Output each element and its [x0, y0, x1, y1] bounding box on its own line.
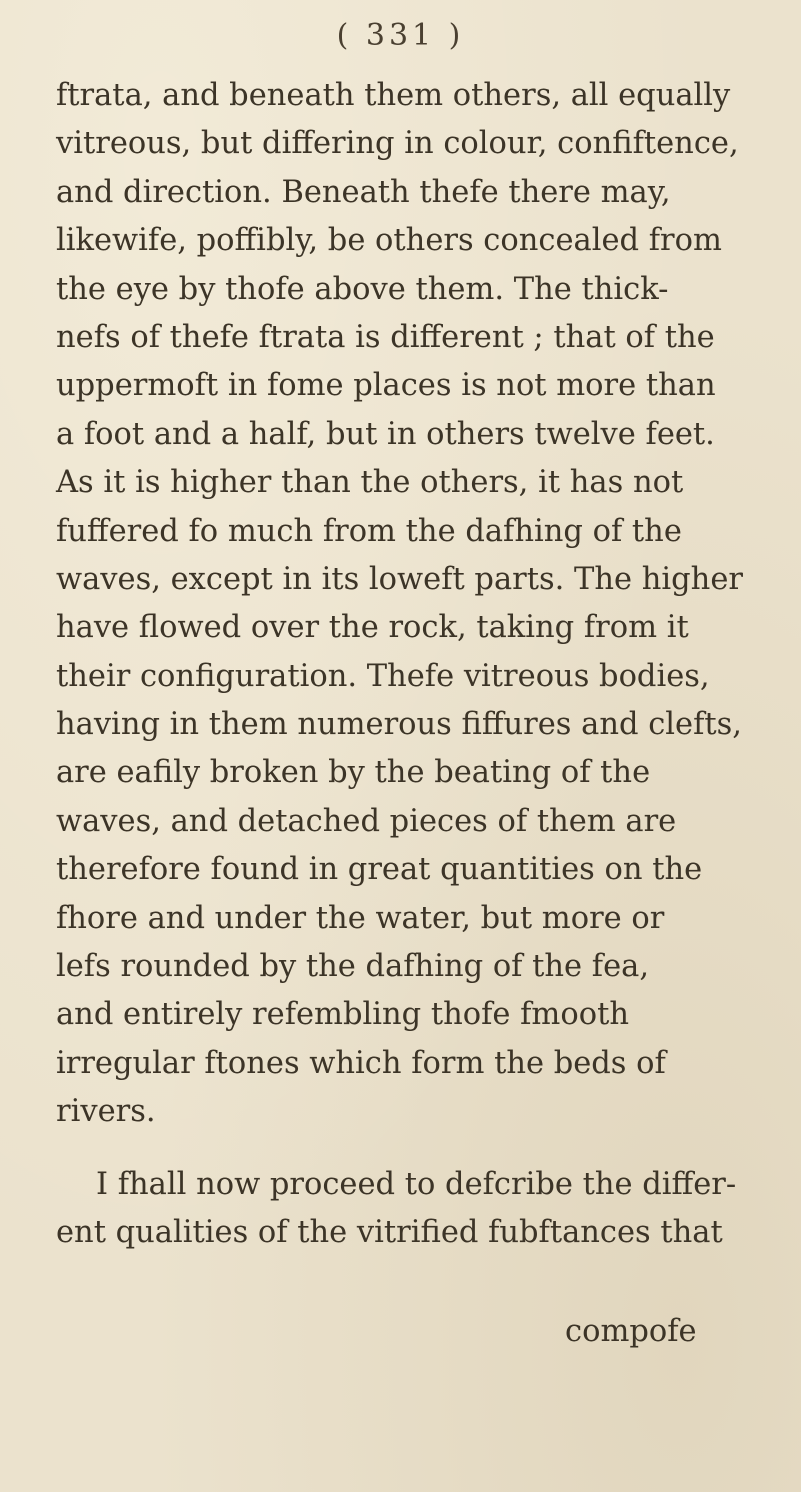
text-line: fuffered fo much from the dafhing of the: [56, 513, 682, 549]
text-line: and direction. Beneath thefe there may,: [56, 174, 671, 210]
text-line: a foot and a half, but in others twelve feet.: [56, 416, 715, 452]
text-line: nefs of thefe ftrata is different ; that of the: [56, 319, 715, 355]
text-line: the eye by thofe above them. The thick-: [56, 271, 669, 307]
paragraph: [56, 1161, 786, 1258]
text-line: uppermoft in fome places is not more than: [56, 368, 716, 404]
text-line: waves, except in its loweft parts. The higher: [56, 561, 743, 597]
text-line: their configuration. Thefe vitreous bodies,: [56, 658, 710, 694]
paragraph-gap: [56, 1137, 786, 1161]
body-text: [56, 72, 786, 1257]
page-number-header: ( 331 ): [336, 18, 465, 53]
text-line: waves, and detached pieces of them are: [56, 803, 677, 839]
text-line: rivers.: [56, 1094, 156, 1130]
text-line: As it is higher than the others, it has not: [56, 465, 684, 501]
text-line: irregular ftones which form the beds of: [56, 1045, 666, 1081]
text-line: ftrata, and beneath them others, all equally: [56, 78, 731, 113]
catchword: compofe: [565, 1314, 697, 1349]
text-line: therefore found in great quantities on the: [56, 852, 703, 888]
text-line: I fhall now proceed to defcribe the differ-: [96, 1166, 737, 1202]
text-line: having in them numerous fiffures and clefts,: [56, 707, 742, 743]
text-line: lefs rounded by the dafhing of the fea,: [56, 949, 650, 985]
paragraph: [56, 72, 786, 1137]
text-line: ent qualities of the vitrified fubftances that: [56, 1214, 723, 1250]
text-line: are eafily broken by the beating of the: [56, 755, 651, 791]
text-line: fhore and under the water, but more or: [56, 900, 665, 936]
text-line: likewife, poffibly, be others concealed from: [56, 223, 722, 259]
text-line: vitreous, but differing in colour, confiftence,: [56, 126, 739, 162]
text-line: have flowed over the rock, taking from it: [56, 610, 689, 646]
text-line: and entirely refembling thofe fmooth: [56, 997, 629, 1033]
